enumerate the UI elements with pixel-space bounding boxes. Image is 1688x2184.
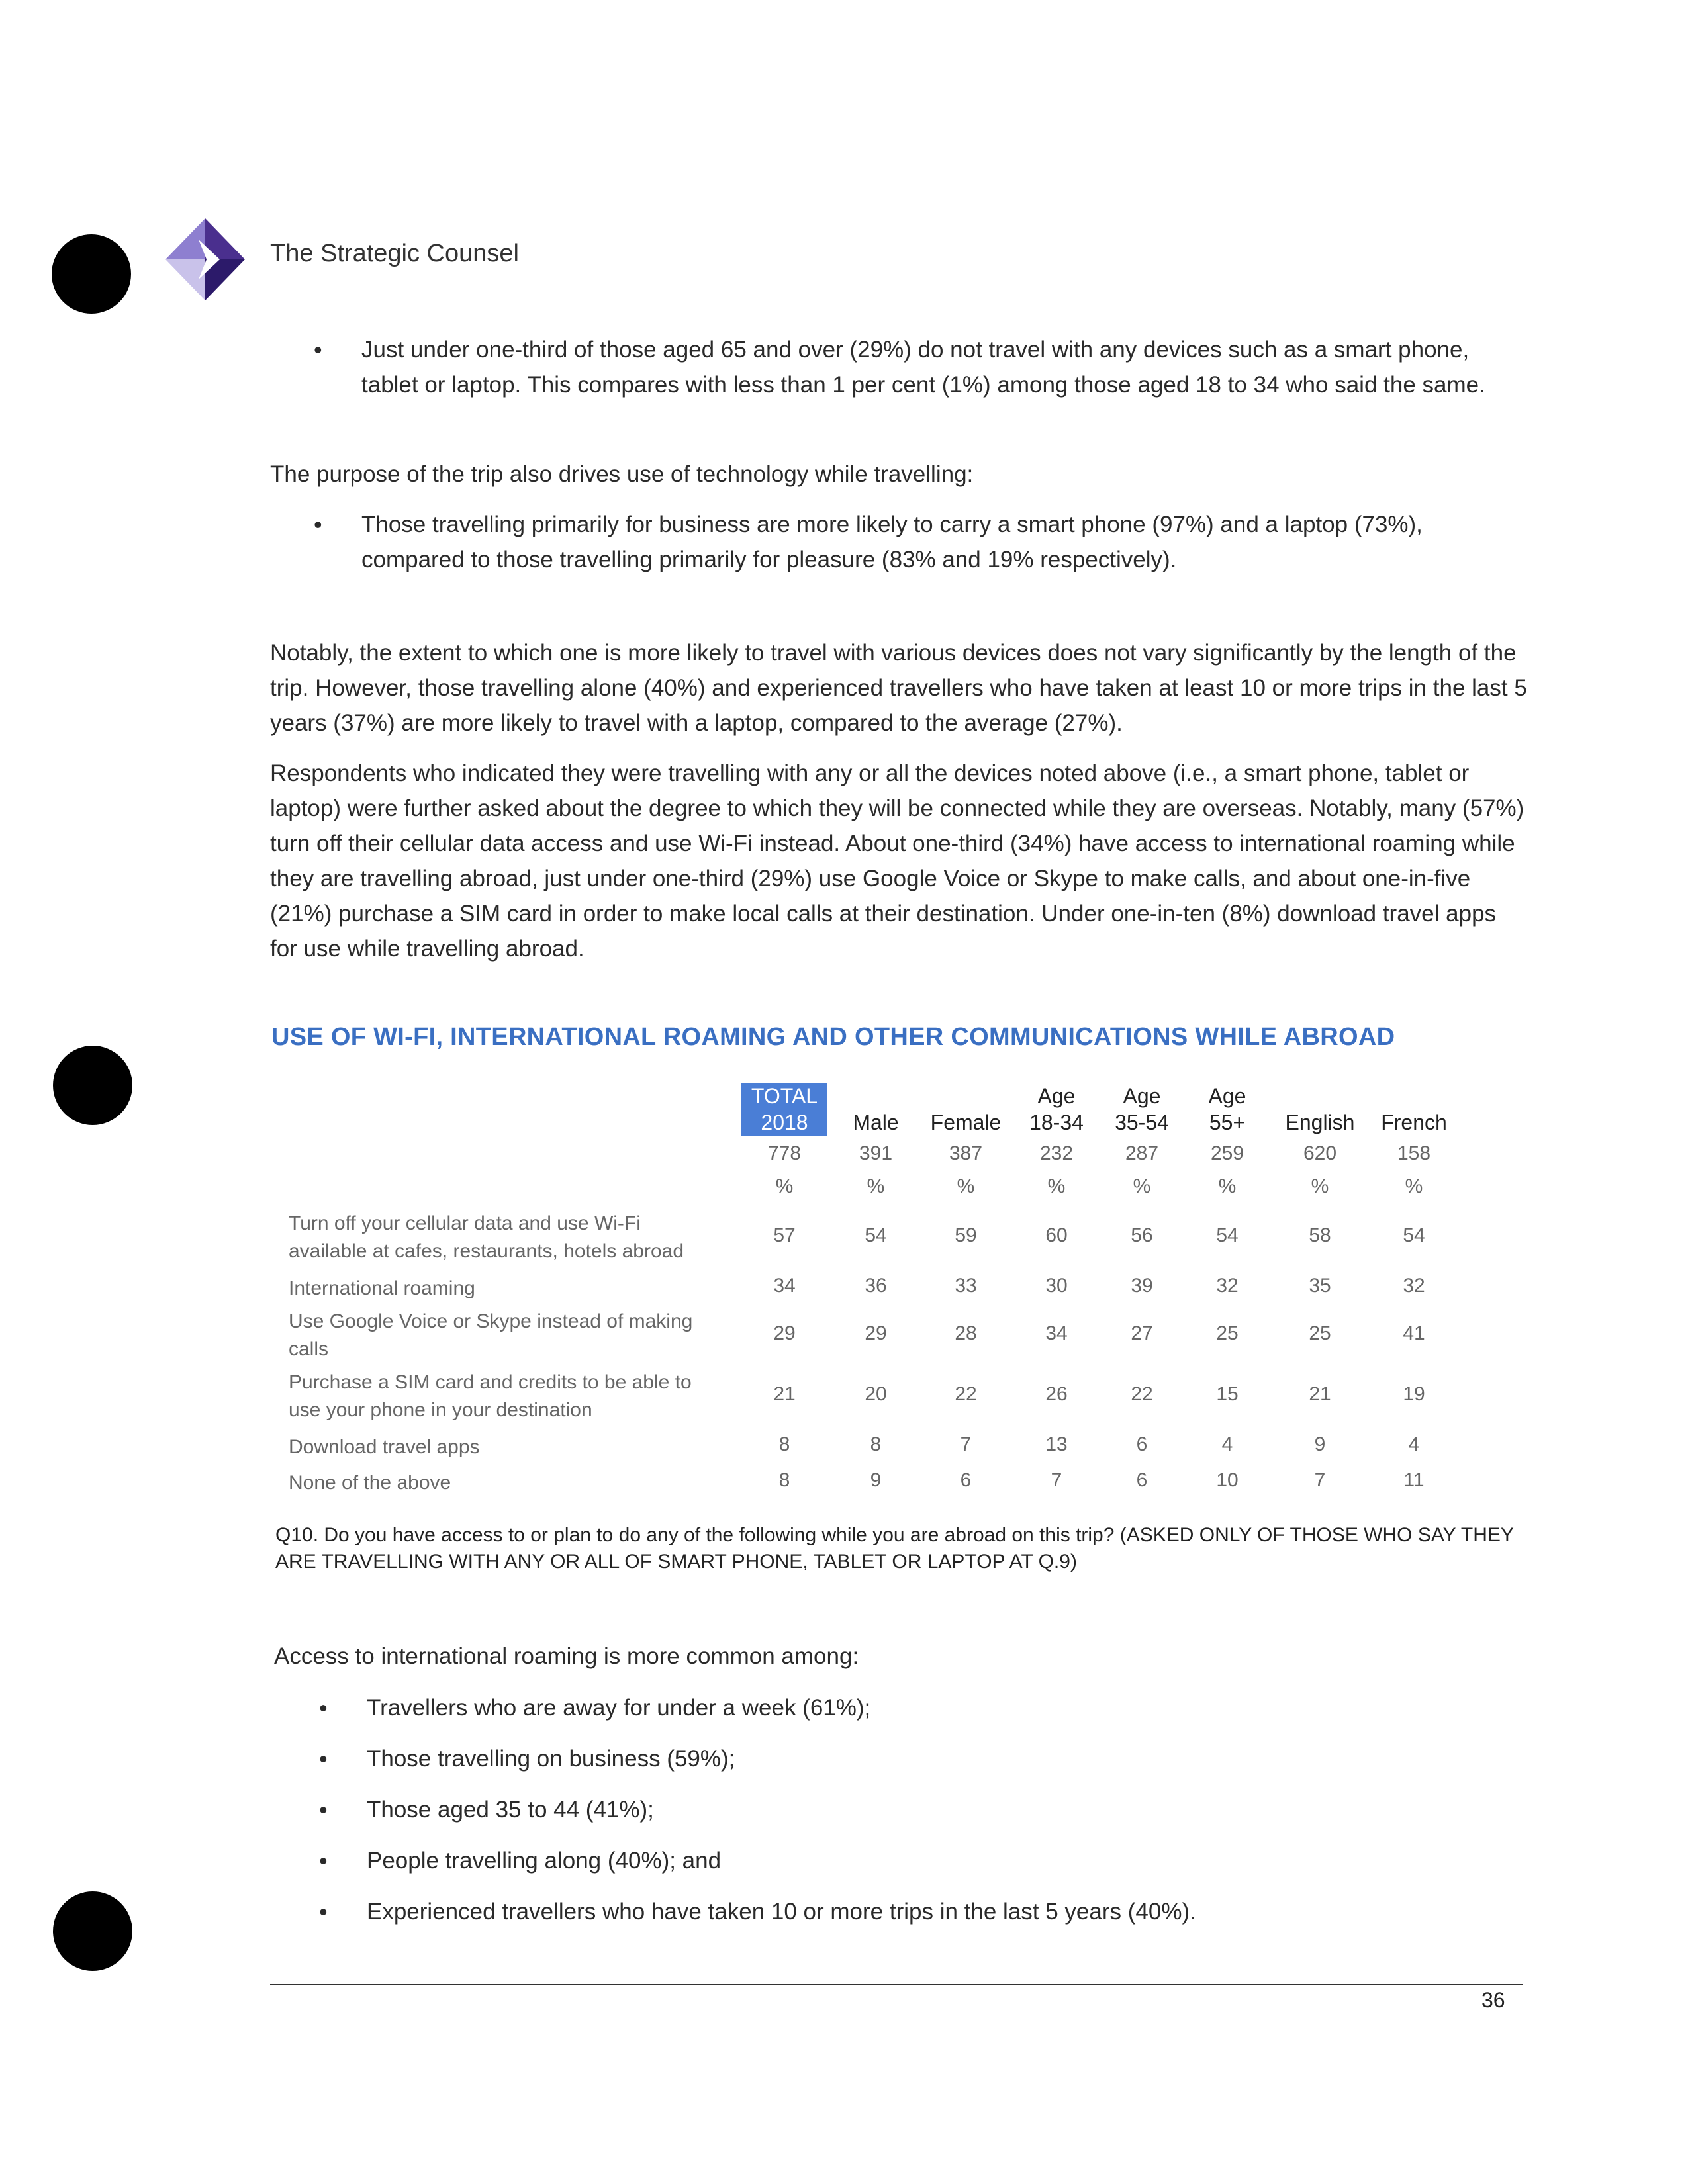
base-age-18-34: 232 xyxy=(1039,1142,1074,1164)
cell-total: 8 xyxy=(778,1469,790,1491)
access-bullet-list xyxy=(367,1690,1492,1929)
cell-total: 21 xyxy=(773,1383,796,1405)
cell-female: 59 xyxy=(955,1224,977,1246)
purpose-paragraph: The purpose of the trip also drives use of technology while travelling: xyxy=(270,461,974,487)
cell-age-35-54: 6 xyxy=(1136,1433,1148,1455)
cell-female: 33 xyxy=(955,1275,977,1297)
cell-age-18-34: 26 xyxy=(1045,1383,1068,1405)
pct-male: % xyxy=(867,1175,885,1197)
list-item: • Those aged 35 to 44 (41%); xyxy=(367,1792,1492,1827)
punch-hole-bottom xyxy=(53,1891,132,1971)
cell-total: 8 xyxy=(778,1433,790,1455)
cell-age-55-plus: 4 xyxy=(1221,1433,1233,1455)
column-header-age-35-54: Age 35-54 xyxy=(1115,1084,1169,1134)
cell-french: 54 xyxy=(1403,1224,1425,1246)
cell-male: 9 xyxy=(870,1469,882,1491)
cell-english: 35 xyxy=(1309,1275,1331,1297)
pct-age-18-34: % xyxy=(1047,1175,1066,1197)
list-item: • People travelling along (40%); and xyxy=(367,1843,1492,1878)
cell-female: 22 xyxy=(955,1383,977,1405)
cell-english: 25 xyxy=(1309,1322,1331,1344)
cell-age-18-34: 30 xyxy=(1045,1275,1068,1297)
pct-age-55-plus: % xyxy=(1218,1175,1237,1197)
list-item: • Travellers who are away for under a week (61%); xyxy=(367,1690,1492,1725)
cell-female: 6 xyxy=(960,1469,972,1491)
access-paragraph: Access to international roaming is more common among: xyxy=(274,1643,859,1669)
cell-age-35-54: 56 xyxy=(1131,1224,1153,1246)
cell-male: 36 xyxy=(865,1275,887,1297)
top-bullet-list xyxy=(361,332,1493,402)
column-header-age-18-34: Age 18-34 xyxy=(1029,1084,1084,1134)
cell-english: 21 xyxy=(1309,1383,1331,1405)
list-item: • Just under one-third of those aged 65 and over (29%) do not travel with any devices such as a smart phone, tablet or laptop. This compares with less than 1 per cent (1%) among those aged 18 to 34 who said the same. xyxy=(361,332,1493,402)
cell-total: 29 xyxy=(773,1322,796,1344)
cell-age-18-34: 60 xyxy=(1045,1224,1068,1246)
cell-male: 29 xyxy=(865,1322,887,1344)
cell-age-35-54: 6 xyxy=(1136,1469,1148,1491)
cell-french: 41 xyxy=(1403,1322,1425,1344)
cell-age-18-34: 7 xyxy=(1051,1469,1062,1491)
cell-age-18-34: 13 xyxy=(1045,1433,1068,1455)
question-note: Q10. Do you have access to or plan to do any of the following while you are abroad on this trip? (ASKED ONLY OF THOSE WHO SAY THEY ARE TRAVELLING WITH ANY OR ALL OF SMART PHONE, TABLET OR LAPTOP AT Q.9) xyxy=(275,1524,1514,1572)
cell-male: 20 xyxy=(865,1383,887,1405)
row-label: Purchase a SIM card and credits to be able to use your phone in your destination xyxy=(289,1371,692,1421)
table-title: USE OF WI-FI, INTERNATIONAL ROAMING AND OTHER COMMUNICATIONS WHILE ABROAD xyxy=(271,1023,1395,1051)
pct-french: % xyxy=(1405,1175,1423,1197)
respondents-paragraph: Respondents who indicated they were travelling with any or all the devices noted above (i.e., a smart phone, tablet or laptop) were further asked about the degree to which they will be connected while they are overseas. Notably, many (57%) turn off their cellular data access and use Wi-Fi instead. About one-third (34%) have access to international roaming while they are travelling abroad, just under one-third (29%) use Google Voice or Skype to make calls, and about one-in-five (21%) purchase a SIM card in order to make local calls at their destination. Under one-in-ten (8%) download travel apps for use while travelling abroad. xyxy=(270,760,1524,962)
pct-age-35-54: % xyxy=(1133,1175,1151,1197)
purpose-bullet-list xyxy=(361,507,1493,577)
notably-paragraph: Notably, the extent to which one is more likely to travel with various devices does not vary significantly by the length of the trip. However, those travelling alone (40%) and experienced travellers who have taken at least 10 or more trips in the last 5 years (37%) are more likely to travel with a laptop, compared to the average (27%). xyxy=(270,640,1527,736)
cell-age-18-34: 34 xyxy=(1045,1322,1068,1344)
pct-total: % xyxy=(775,1175,794,1197)
cell-female: 7 xyxy=(960,1433,972,1455)
punch-hole-top xyxy=(52,234,131,314)
cell-french: 32 xyxy=(1403,1275,1425,1297)
cell-english: 7 xyxy=(1314,1469,1326,1491)
list-item: • Experienced travellers who have taken 10 or more trips in the last 5 years (40%). xyxy=(367,1894,1492,1929)
brand-name: The Strategic Counsel xyxy=(270,240,519,267)
cell-age-35-54: 22 xyxy=(1131,1383,1153,1405)
pct-female: % xyxy=(957,1175,975,1197)
base-english: 620 xyxy=(1303,1142,1337,1164)
cell-total: 57 xyxy=(773,1224,796,1246)
cell-age-55-plus: 32 xyxy=(1216,1275,1239,1297)
cell-age-55-plus: 25 xyxy=(1216,1322,1239,1344)
cell-male: 54 xyxy=(865,1224,887,1246)
cell-french: 19 xyxy=(1403,1383,1425,1405)
cell-age-35-54: 39 xyxy=(1131,1275,1153,1297)
column-header-english: English xyxy=(1285,1111,1355,1134)
column-header-female: Female xyxy=(930,1111,1002,1134)
cell-age-55-plus: 54 xyxy=(1216,1224,1239,1246)
base-female: 387 xyxy=(949,1142,983,1164)
row-label: None of the above xyxy=(289,1472,451,1494)
column-header-male: Male xyxy=(853,1111,899,1134)
punch-hole-middle xyxy=(53,1046,132,1125)
cell-male: 8 xyxy=(870,1433,882,1455)
strategic-counsel-logo-icon xyxy=(159,213,252,306)
pct-english: % xyxy=(1311,1175,1329,1197)
row-label: Use Google Voice or Skype instead of making calls xyxy=(289,1310,693,1360)
cell-female: 28 xyxy=(955,1322,977,1344)
list-item: • Those travelling on business (59%); xyxy=(367,1741,1492,1776)
row-label: Turn off your cellular data and use Wi-Fi available at cafes, restaurants, hotels abroad xyxy=(289,1212,684,1262)
cell-english: 58 xyxy=(1309,1224,1331,1246)
base-total: 778 xyxy=(767,1142,802,1164)
cell-age-55-plus: 10 xyxy=(1216,1469,1239,1491)
column-header-age-55-plus: Age 55+ xyxy=(1208,1084,1246,1134)
list-item: • Those travelling primarily for business are more likely to carry a smart phone (97%) and a laptop (73%), compared to those travelling primarily for pleasure (83% and 19% respectively). xyxy=(361,507,1493,577)
column-header-french: French xyxy=(1381,1111,1447,1134)
cell-french: 11 xyxy=(1403,1469,1425,1491)
base-french: 158 xyxy=(1397,1142,1431,1164)
cell-age-35-54: 27 xyxy=(1131,1322,1153,1344)
cell-french: 4 xyxy=(1408,1433,1420,1455)
column-header-total: TOTAL 2018 xyxy=(741,1083,827,1136)
row-label: Download travel apps xyxy=(289,1436,480,1458)
cell-age-55-plus: 15 xyxy=(1216,1383,1239,1405)
base-male: 391 xyxy=(859,1142,893,1164)
page-number: 36 xyxy=(1481,1988,1505,2012)
base-age-55-plus: 259 xyxy=(1210,1142,1244,1164)
row-label: International roaming xyxy=(289,1277,475,1299)
footer-rule xyxy=(270,1984,1523,1985)
cell-total: 34 xyxy=(773,1275,796,1297)
cell-english: 9 xyxy=(1314,1433,1326,1455)
base-age-35-54: 287 xyxy=(1125,1142,1159,1164)
